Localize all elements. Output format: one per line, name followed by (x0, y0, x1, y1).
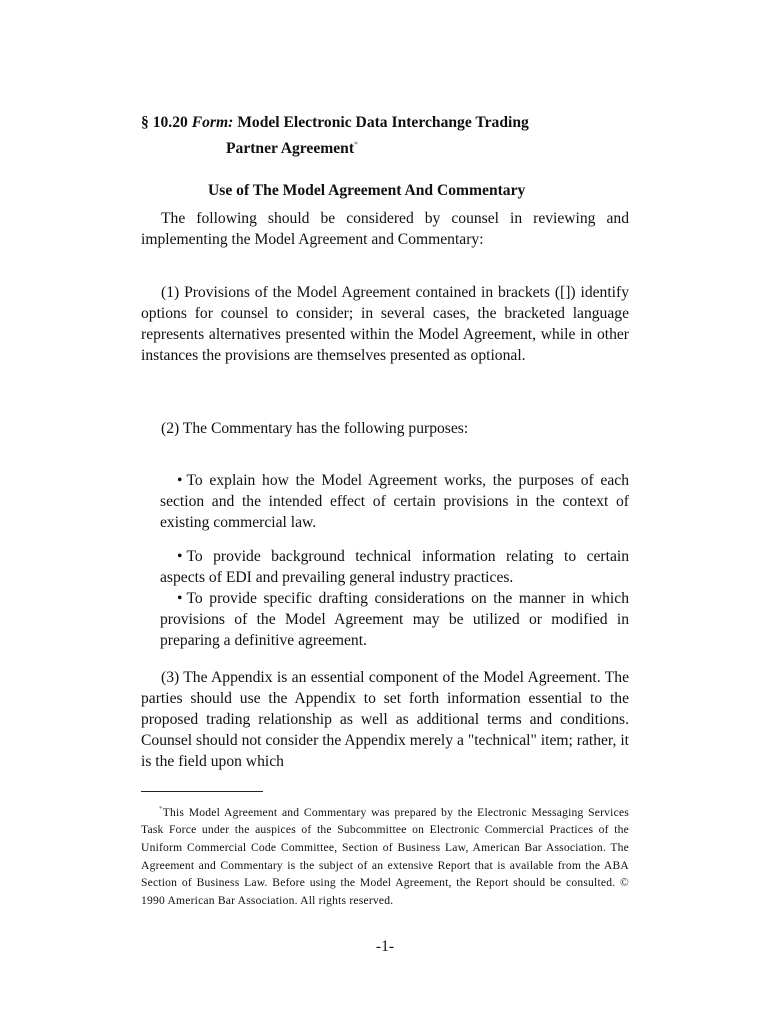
paragraph-3: (3) The Appendix is an essential component of the Model Agreement. The parties should use the Appendix to set forth information essential to the proposed trading relationship as well as additional terms and conditions. Counsel should not consider the Appendix merely a "technical" item; rather, it is the field upon which (141, 669, 629, 770)
paragraph-1: (1) Provisions of the Model Agreement contained in brackets ([]) identify options for counsel to consider; in several cases, the bracketed language represents alternatives presented within the Model Agreement, while in other instances the provisions are themselves presented as optional. (141, 284, 629, 364)
bullet-text-2: To provide background technical information relating to certain aspects of EDI and prevailing general industry practices. (160, 548, 629, 586)
bullet-text-3: To provide specific drafting considerations on the manner in which provisions of the Model Agreement may be utilized or modified in preparing a definitive agreement. (160, 590, 629, 649)
page-number: -1- (375, 938, 395, 955)
bullet-dot: • (177, 472, 183, 489)
title-line2: Partner Agreement (226, 140, 355, 158)
section-heading: Use of The Model Agreement And Commentary (208, 182, 526, 199)
bullet-item-1 (160, 470, 629, 533)
bullet-item-2 (160, 546, 629, 588)
form-label: Form: (191, 114, 234, 131)
bullet-dot: • (177, 548, 183, 565)
footnote-text: This Model Agreement and Commentary was prepared by the Electronic Messaging Services Task Force under the auspices of the Subcommittee on Electronic Commercial Practices of the Uniform Commercial Code Committee, Section of Business Law, American Bar Association. The Agreement and Commentary is the subject of an extensive Report that is available from the ABA Section of Business Law. Before using the Model Agreement, the Report should be consulted. © 1990 American Bar Association. All rights reserved. (141, 805, 629, 907)
bullet-text-1: To explain how the Model Agreement works, the purposes of each section and the intended effect of certain provisions in the context of existing commercial law. (160, 472, 629, 531)
bullet-item-3 (160, 588, 629, 651)
section-number: § 10.20 (141, 114, 188, 131)
title-line1: Model Electronic Data Interchange Trading (237, 114, 529, 131)
title-line2-wrap (226, 133, 358, 160)
intro-paragraph: The following should be considered by counsel in reviewing and implementing the Model Agreement and Commentary: (141, 210, 629, 248)
footnote-divider (141, 791, 263, 792)
footnote-marker: * (159, 805, 163, 813)
bullet-dot: • (177, 590, 183, 607)
paragraph-2: (2) The Commentary has the following purposes: (161, 420, 469, 437)
title-footnote-marker: * (354, 140, 359, 149)
page-title (141, 111, 529, 134)
footnote (141, 801, 629, 909)
